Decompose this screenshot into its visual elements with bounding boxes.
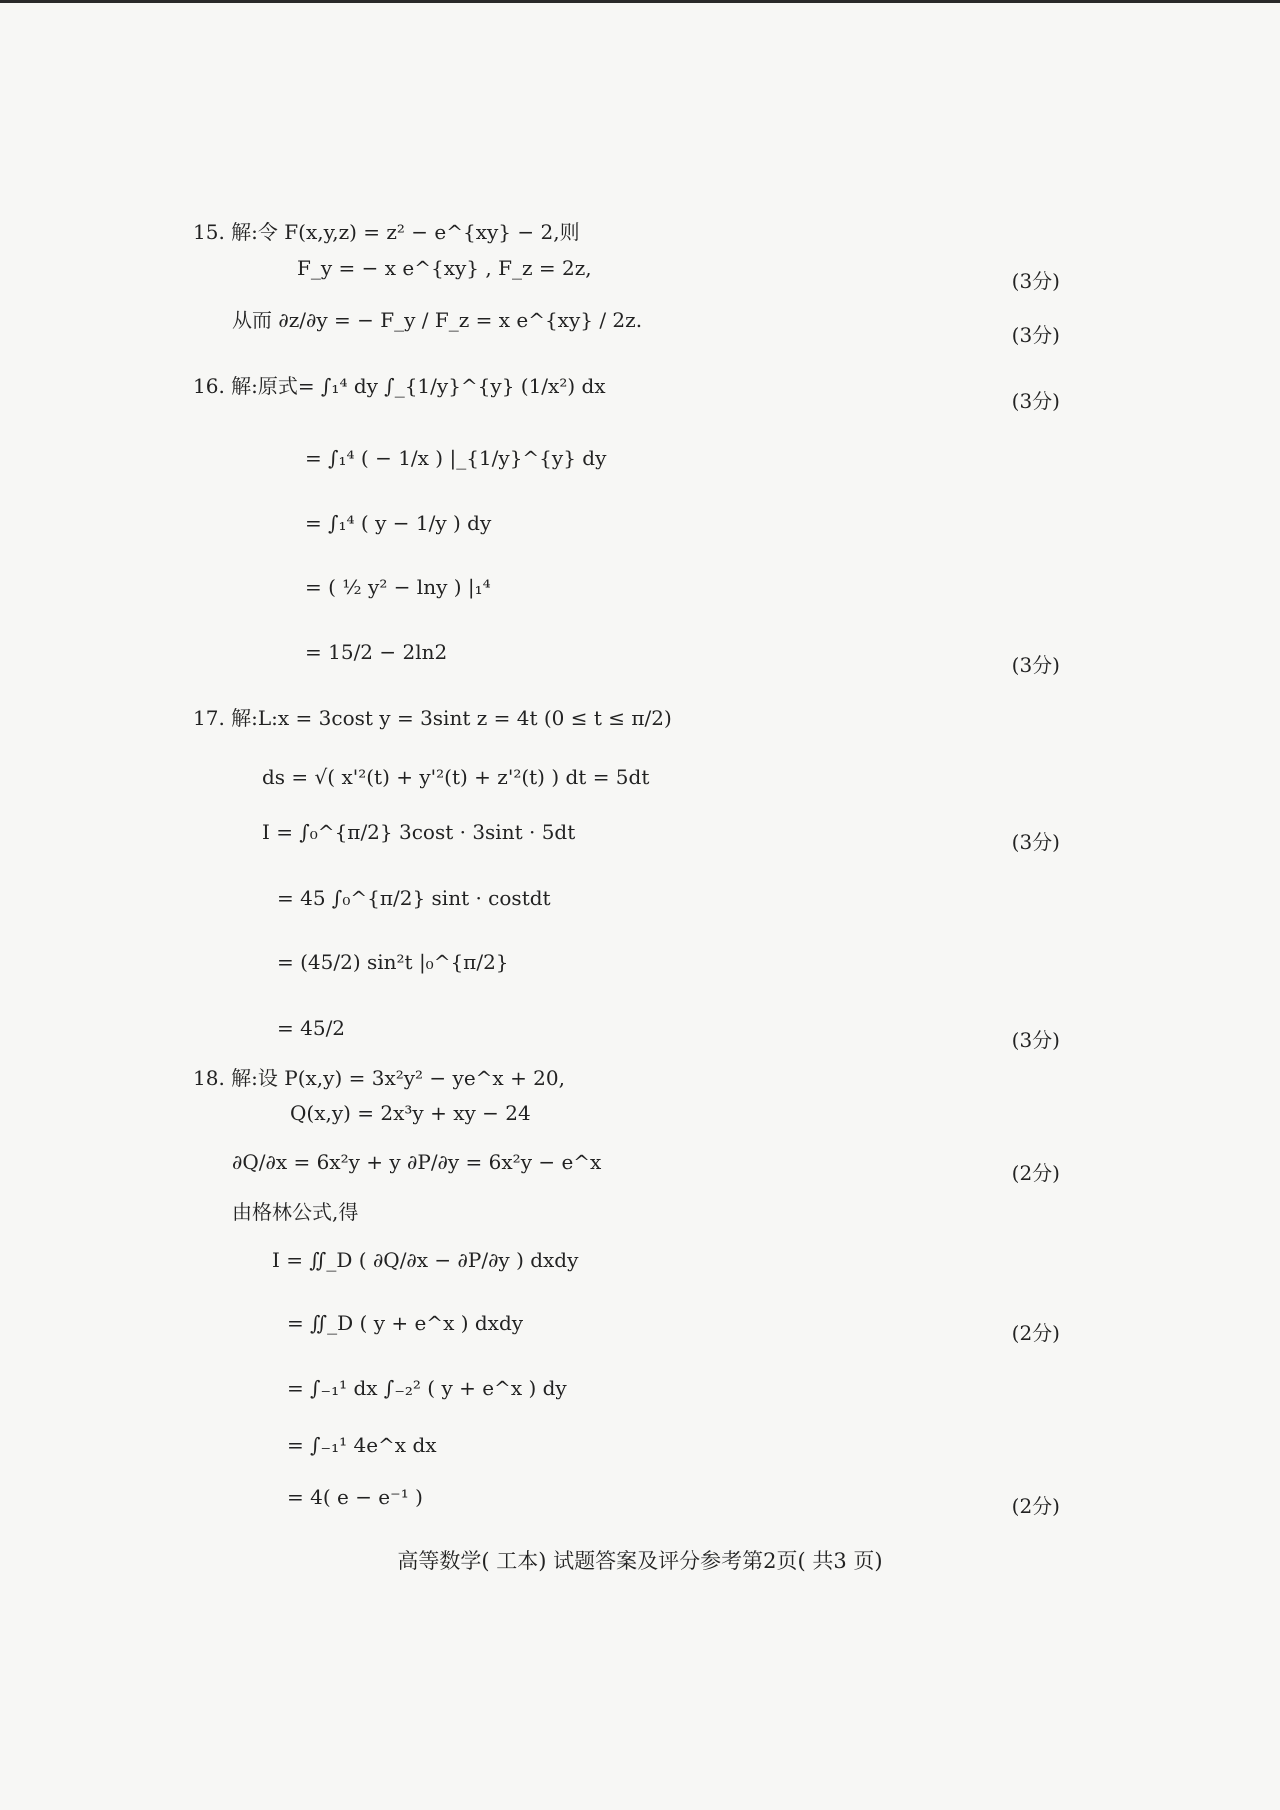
score-mark: (3分) — [1011, 1028, 1060, 1052]
q17-line-2: ds = √( x'²(t) + y'²(t) + z'²(t) ) dt = 5dt — [262, 765, 650, 789]
score-mark: (2分) — [1011, 1161, 1060, 1185]
q18-line-7: = ∫₋₁¹ dx ∫₋₂² ( y + e^x ) dy — [287, 1376, 567, 1400]
q17-line-5: = (45/2) sin²t |₀^{π/2} — [277, 950, 509, 974]
score-mark: (3分) — [1011, 653, 1060, 677]
score-mark: (3分) — [1011, 269, 1060, 293]
q18-line-4: 由格林公式,得 — [232, 1200, 359, 1224]
q18-line-6: = ∬_D ( y + e^x ) dxdy — [287, 1311, 524, 1335]
score-mark: (3分) — [1011, 830, 1060, 854]
q18-line-1: 18. 解:设 P(x,y) = 3x²y² − ye^x + 20, — [193, 1066, 565, 1090]
q18-line-3: ∂Q/∂x = 6x²y + y ∂P/∂y = 6x²y − e^x — [232, 1150, 602, 1174]
q17-line-3: I = ∫₀^{π/2} 3cost · 3sint · 5dt — [262, 820, 576, 844]
score-mark: (2分) — [1011, 1494, 1060, 1518]
page-footer: 高等数学( 工本) 试题答案及评分参考第2页( 共3 页) — [397, 1549, 883, 1573]
q18-line-5: I = ∬_D ( ∂Q/∂x − ∂P/∂y ) dxdy — [272, 1248, 579, 1272]
q15-line-3: 从而 ∂z/∂y = − F_y / F_z = x e^{xy} / 2z. — [232, 308, 643, 332]
q16-line-1: 16. 解:原式= ∫₁⁴ dy ∫_{1/y}^{y} (1/x²) dx — [193, 374, 606, 398]
q16-line-2: = ∫₁⁴ ( − 1/x ) |_{1/y}^{y} dy — [305, 446, 607, 470]
q17-line-6: = 45/2 — [277, 1016, 346, 1040]
q17-line-4: = 45 ∫₀^{π/2} sint · costdt — [277, 886, 551, 910]
score-mark: (2分) — [1011, 1321, 1060, 1345]
q15-line-1: 15. 解:令 F(x,y,z) = z² − e^{xy} − 2,则 — [193, 220, 580, 244]
q16-line-4: = ( ½ y² − lny ) |₁⁴ — [305, 575, 491, 599]
q16-line-3: = ∫₁⁴ ( y − 1/y ) dy — [305, 511, 492, 535]
q16-line-5: = 15/2 − 2ln2 — [305, 640, 448, 664]
q18-line-9: = 4( e − e⁻¹ ) — [287, 1485, 423, 1509]
q15-line-2: F_y = − x e^{xy} , F_z = 2z, — [297, 256, 592, 280]
q17-line-1: 17. 解:L:x = 3cost y = 3sint z = 4t (0 ≤ t ≤ π/2) — [193, 706, 672, 730]
scan-top-border — [0, 0, 1280, 3]
q18-line-2: Q(x,y) = 2x³y + xy − 24 — [290, 1101, 531, 1125]
score-mark: (3分) — [1011, 389, 1060, 413]
q18-line-8: = ∫₋₁¹ 4e^x dx — [287, 1433, 437, 1457]
score-mark: (3分) — [1011, 323, 1060, 347]
